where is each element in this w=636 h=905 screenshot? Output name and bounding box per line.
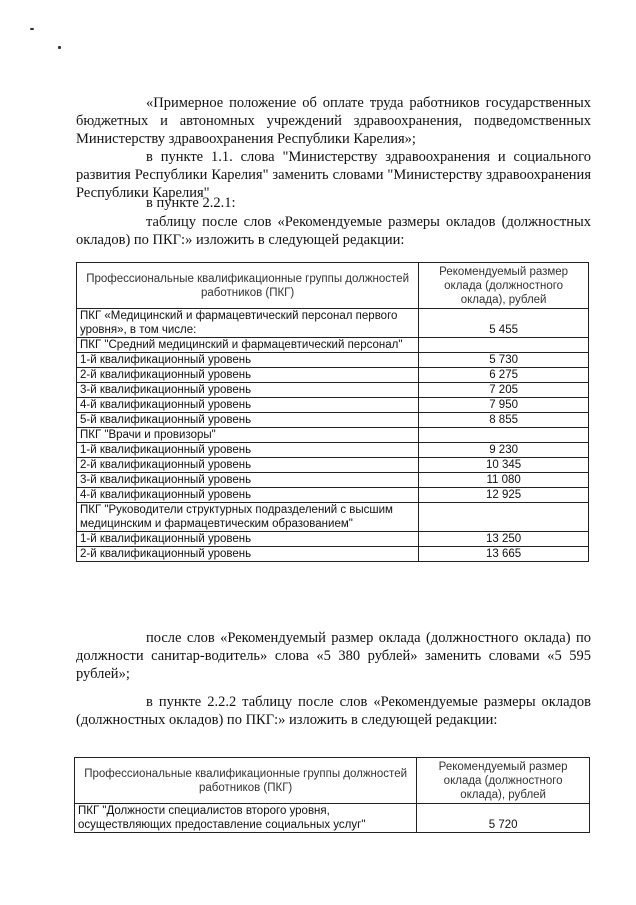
salary-table-1-body <box>77 263 589 562</box>
group-name-cell: ПКГ «Медицинский и фармацевтический персонал первого уровня», в том числе: <box>77 309 419 338</box>
group-name-cell: ПКГ "Должности специалистов второго уровня, осуществляющих предоставление социальных услуг" <box>75 804 417 833</box>
group-name-cell: 5-й квалификационный уровень <box>77 413 419 428</box>
table-row <box>77 428 589 443</box>
table-row <box>77 413 589 428</box>
salary-value-cell: 7 950 <box>419 398 589 413</box>
table-header-row <box>77 263 589 309</box>
table-row <box>77 547 589 562</box>
scan-speck <box>30 28 34 30</box>
salary-value-cell: 8 855 <box>419 413 589 428</box>
table-row <box>77 488 589 503</box>
scan-speck <box>58 46 61 49</box>
salary-value-cell: 11 080 <box>419 473 589 488</box>
group-name-cell: 2-й квалификационный уровень <box>77 547 419 562</box>
salary-value-cell <box>419 428 589 443</box>
group-name-cell: 1-й квалификационный уровень <box>77 532 419 547</box>
salary-value-cell: 12 925 <box>419 488 589 503</box>
table-row <box>77 458 589 473</box>
table-row <box>77 503 589 532</box>
middle-paragraph-1: после слов «Рекомендуемый размер оклада (должностного оклада) по должности санитар-водитель» слова «5 380 рублей» заменить словами «5 595 рублей»; <box>76 630 591 682</box>
salary-value-cell: 5 455 <box>419 309 589 338</box>
salary-value-cell: 9 230 <box>419 443 589 458</box>
intro-clause-1: в пункте 1.1. слова "Министерству здравоохранения и социального развития Республики Карелия" заменить словами "Министерству здравоохранения Республики Карелия" <box>76 149 591 201</box>
salary-value-cell: 6 275 <box>419 368 589 383</box>
table-row <box>77 473 589 488</box>
group-name-cell: 2-й квалификационный уровень <box>77 368 419 383</box>
salary-table-1 <box>76 262 589 562</box>
group-name-cell: 1-й квалификационный уровень <box>77 443 419 458</box>
group-name-cell: ПКГ "Руководители структурных подразделений с высшим медицинским и фармацевтическим образованием" <box>77 503 419 532</box>
table-row <box>77 532 589 547</box>
group-name-cell: 4-й квалификационный уровень <box>77 398 419 413</box>
header-salary: Рекомендуемый размер оклада (должностного оклада), рублей <box>419 263 589 309</box>
middle-paragraph-2: в пункте 2.2.2 таблицу после слов «Рекомендуемые размеры окладов (должностных окладов) по ПКГ:» изложить в следующей редакции: <box>76 694 591 728</box>
salary-value-cell: 13 250 <box>419 532 589 547</box>
header-salary: Рекомендуемый размер оклада (должностного оклада), рублей <box>417 758 590 804</box>
table-row <box>77 443 589 458</box>
table-row <box>77 353 589 368</box>
group-name-cell: 3-й квалификационный уровень <box>77 383 419 398</box>
group-name-cell: 3-й квалификационный уровень <box>77 473 419 488</box>
group-name-cell: 4-й квалификационный уровень <box>77 488 419 503</box>
header-group: Профессиональные квалификационные группы должностей работников (ПКГ) <box>77 263 419 309</box>
salary-value-cell: 7 205 <box>419 383 589 398</box>
intro-clause-2: в пункте 2.2.1: <box>146 195 236 211</box>
group-name-cell: 1-й квалификационный уровень <box>77 353 419 368</box>
salary-value-cell <box>419 338 589 353</box>
group-name-cell: 2-й квалификационный уровень <box>77 458 419 473</box>
salary-value-cell: 5 720 <box>417 804 590 833</box>
table-row <box>77 398 589 413</box>
group-name-cell: ПКГ "Средний медицинский и фармацевтический персонал" <box>77 338 419 353</box>
salary-value-cell: 5 730 <box>419 353 589 368</box>
header-group: Профессиональные квалификационные группы должностей работников (ПКГ) <box>75 758 417 804</box>
table-header-row <box>75 758 590 804</box>
salary-table-2 <box>74 757 590 833</box>
salary-value-cell: 13 665 <box>419 547 589 562</box>
intro-title-paragraph: «Примерное положение об оплате труда работников государственных бюджетных и автономных учреждений здравоохранения, подведомственных Министерству здравоохранения Республики Карелия»; <box>76 95 591 147</box>
group-name-cell: ПКГ "Врачи и провизоры" <box>77 428 419 443</box>
table-row <box>75 804 590 833</box>
table-row <box>77 309 589 338</box>
salary-value-cell: 10 345 <box>419 458 589 473</box>
table-row <box>77 383 589 398</box>
table-row <box>77 368 589 383</box>
table-row <box>77 338 589 353</box>
intro-clause-3: таблицу после слов «Рекомендуемые размеры окладов (должностных окладов) по ПКГ:» изложить в следующей редакции: <box>76 214 591 248</box>
salary-table-2-body <box>75 758 590 833</box>
salary-value-cell <box>419 503 589 532</box>
